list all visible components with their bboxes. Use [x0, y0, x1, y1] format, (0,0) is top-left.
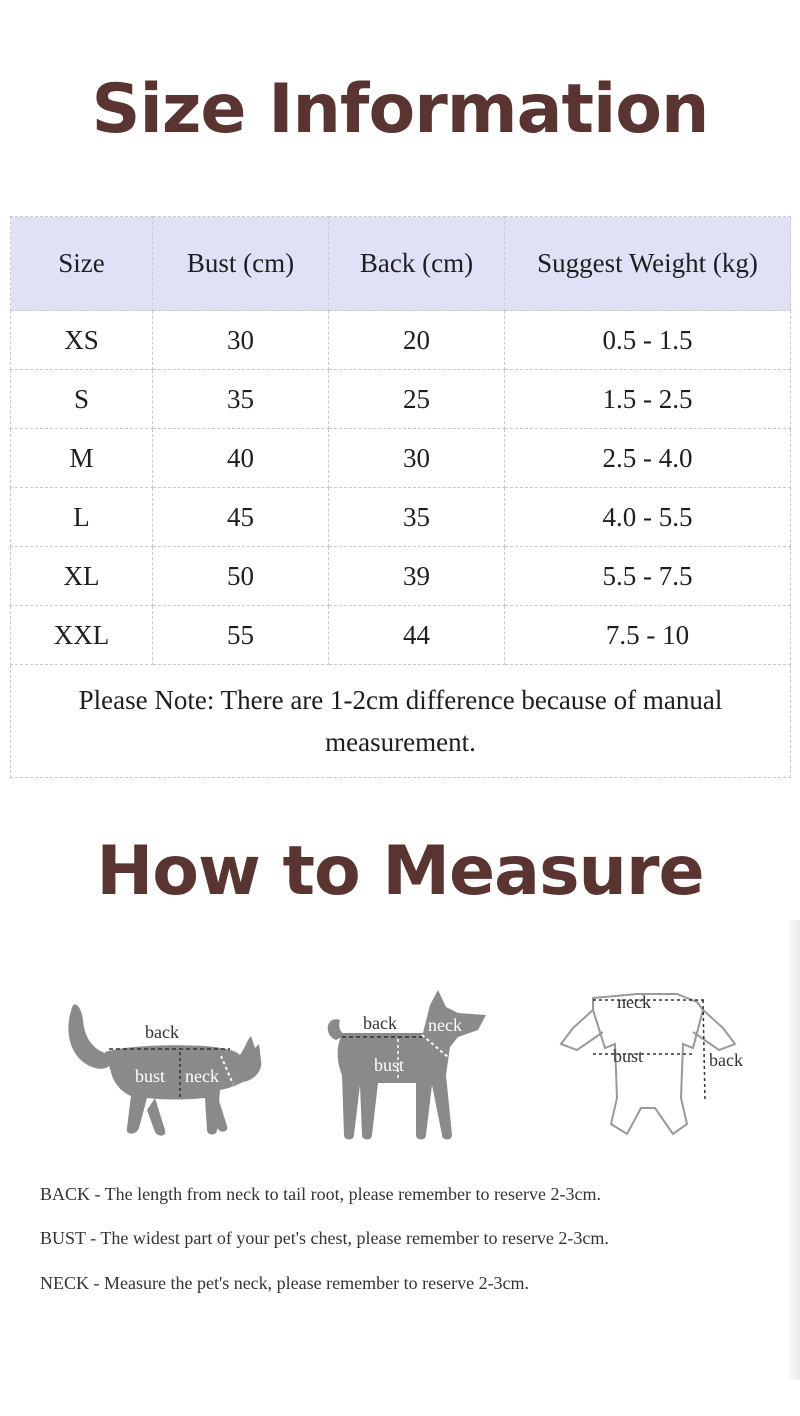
measurement-note: Please Note: There are 1-2cm difference because of manual measurement.	[11, 665, 791, 778]
cell-weight: 1.5 - 2.5	[505, 370, 791, 429]
column-header-back: Back (cm)	[329, 217, 505, 311]
table-row	[11, 370, 791, 429]
table-row	[11, 547, 791, 606]
dog-back-label: back	[363, 1013, 397, 1033]
cell-back: 25	[329, 370, 505, 429]
size-table	[10, 216, 791, 778]
cell-weight: 2.5 - 4.0	[505, 429, 791, 488]
garment-back-label: back	[709, 1050, 743, 1070]
cell-size: XS	[11, 311, 153, 370]
neck-definition: NECK - Measure the pet's neck, please remember to reserve 2-3cm.	[40, 1273, 530, 1293]
cell-bust: 45	[153, 488, 329, 547]
garment-neck-label: neck	[617, 992, 651, 1012]
back-definition: BACK - The length from neck to tail root, please remember to reserve 2-3cm.	[40, 1184, 601, 1204]
cat-bust-label: bust	[135, 1066, 166, 1086]
cell-weight: 4.0 - 5.5	[505, 488, 791, 547]
cell-bust: 55	[153, 606, 329, 665]
cat-silhouette-icon	[55, 960, 270, 1145]
cell-size: M	[11, 429, 153, 488]
table-header-row	[11, 217, 791, 311]
dog-measure-illustration	[318, 985, 493, 1150]
cell-size: XL	[11, 547, 153, 606]
cell-back: 30	[329, 429, 505, 488]
column-header-size: Size	[11, 217, 153, 311]
dog-neck-label: neck	[428, 1015, 462, 1035]
dog-silhouette-icon	[318, 985, 493, 1150]
cell-size: S	[11, 370, 153, 429]
garment-measure-illustration	[555, 988, 755, 1143]
cell-bust: 50	[153, 547, 329, 606]
how-to-measure-title: How to Measure	[96, 832, 704, 911]
cell-weight: 5.5 - 7.5	[505, 547, 791, 606]
cell-weight: 0.5 - 1.5	[505, 311, 791, 370]
edge-shadow	[786, 920, 800, 1380]
cell-bust: 35	[153, 370, 329, 429]
table-row	[11, 311, 791, 370]
table-row	[11, 429, 791, 488]
cell-back: 39	[329, 547, 505, 606]
note-row	[11, 665, 791, 778]
column-header-weight: Suggest Weight (kg)	[505, 217, 791, 311]
cell-back: 35	[329, 488, 505, 547]
garment-outline-icon	[555, 988, 755, 1143]
cell-bust: 30	[153, 311, 329, 370]
cell-size: L	[11, 488, 153, 547]
cell-back: 20	[329, 311, 505, 370]
bust-definition: BUST - The widest part of your pet's chest, please remember to reserve 2-3cm.	[40, 1228, 609, 1248]
cell-back: 44	[329, 606, 505, 665]
cat-back-label: back	[145, 1022, 179, 1042]
column-header-bust: Bust (cm)	[153, 217, 329, 311]
cell-size: XXL	[11, 606, 153, 665]
dog-bust-label: bust	[374, 1055, 405, 1075]
cat-neck-label: neck	[185, 1066, 219, 1086]
table-row	[11, 606, 791, 665]
table-row	[11, 488, 791, 547]
cell-weight: 7.5 - 10	[505, 606, 791, 665]
cell-bust: 40	[153, 429, 329, 488]
cat-measure-illustration	[55, 960, 270, 1145]
garment-bust-label: bust	[613, 1046, 644, 1066]
size-information-title: Size Information	[91, 70, 709, 149]
